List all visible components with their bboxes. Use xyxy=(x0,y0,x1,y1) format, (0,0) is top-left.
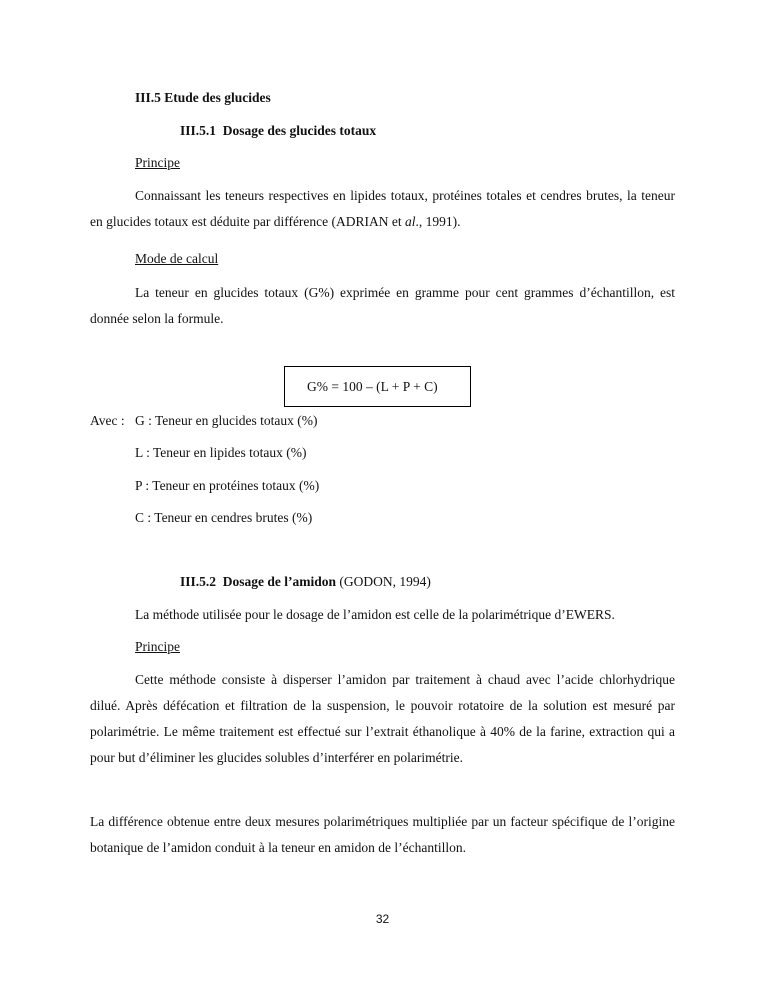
avec-label: Avec : xyxy=(90,413,125,428)
subsection-2-heading xyxy=(180,574,431,590)
definition-c: C : Teneur en cendres brutes (%) xyxy=(135,510,313,525)
subsection-1-heading xyxy=(180,123,376,139)
subsection-2-title: Dosage de l’amidon xyxy=(222,574,337,589)
conclusion-paragraph: La différence obtenue entre deux mesures polarimétriques multipliée par un facteur spécifique de l’origine botanique de l’amidon conduit à la teneur en amidon de l’échantillon. xyxy=(90,814,675,855)
subsection-1-title: Dosage des glucides totaux xyxy=(222,123,377,138)
definition-l: L : Teneur en lipides totaux (%) xyxy=(135,445,307,460)
calcul-heading: Mode de calcul xyxy=(135,251,219,266)
definition-g: G : Teneur en glucides totaux (%) xyxy=(135,413,318,428)
principe-text-b: ., 1991). xyxy=(415,214,461,229)
principe-text-em: al xyxy=(405,214,416,229)
formula: G% = 100 – (L + P + C) xyxy=(307,379,438,394)
calcul-paragraph: La teneur en glucides totaux (G%) exprimée en gramme pour cent grammes d’échantillon, est donnée selon la formule. xyxy=(90,285,675,326)
subsection-2-number: III.5.2 xyxy=(180,574,217,589)
definition-p: P : Teneur en protéines totaux (%) xyxy=(135,478,320,493)
principe-paragraph-2: Cette méthode consiste à disperser l’amidon par traitement à chaud avec l’acide chlorhydrique dilué. Après défécation et filtration de la suspension, le pouvoir rotatoire de la solution est mesuré par polarimétrie. Le même traitement est effectué sur l’extrait éthanolique à 40% de la farine, extraction qui a pour but d’éliminer les glucides solubles d’interférer en polarimétrie. xyxy=(90,672,675,765)
principe-heading-2: Principe xyxy=(135,639,180,654)
principe-text-a: Connaissant les teneurs respectives en lipides totaux, protéines totales et cendres brutes, la teneur en glucides totaux est déduite par différence (ADRIAN et xyxy=(90,188,675,229)
section-number: III.5 xyxy=(135,90,161,105)
principe-heading-1: Principe xyxy=(135,155,180,170)
page-number: 32 xyxy=(375,912,390,926)
principe-paragraph-1 xyxy=(90,183,675,235)
section-heading xyxy=(135,90,271,106)
formula-box xyxy=(284,366,471,407)
subsection-2-ref: (GODON, 1994) xyxy=(339,574,431,589)
section-title: Etude des glucides xyxy=(164,90,271,105)
amidon-intro: La méthode utilisée pour le dosage de l’amidon est celle de la polarimétrique d’EWERS. xyxy=(135,607,615,622)
subsection-1-number: III.5.1 xyxy=(180,123,217,138)
